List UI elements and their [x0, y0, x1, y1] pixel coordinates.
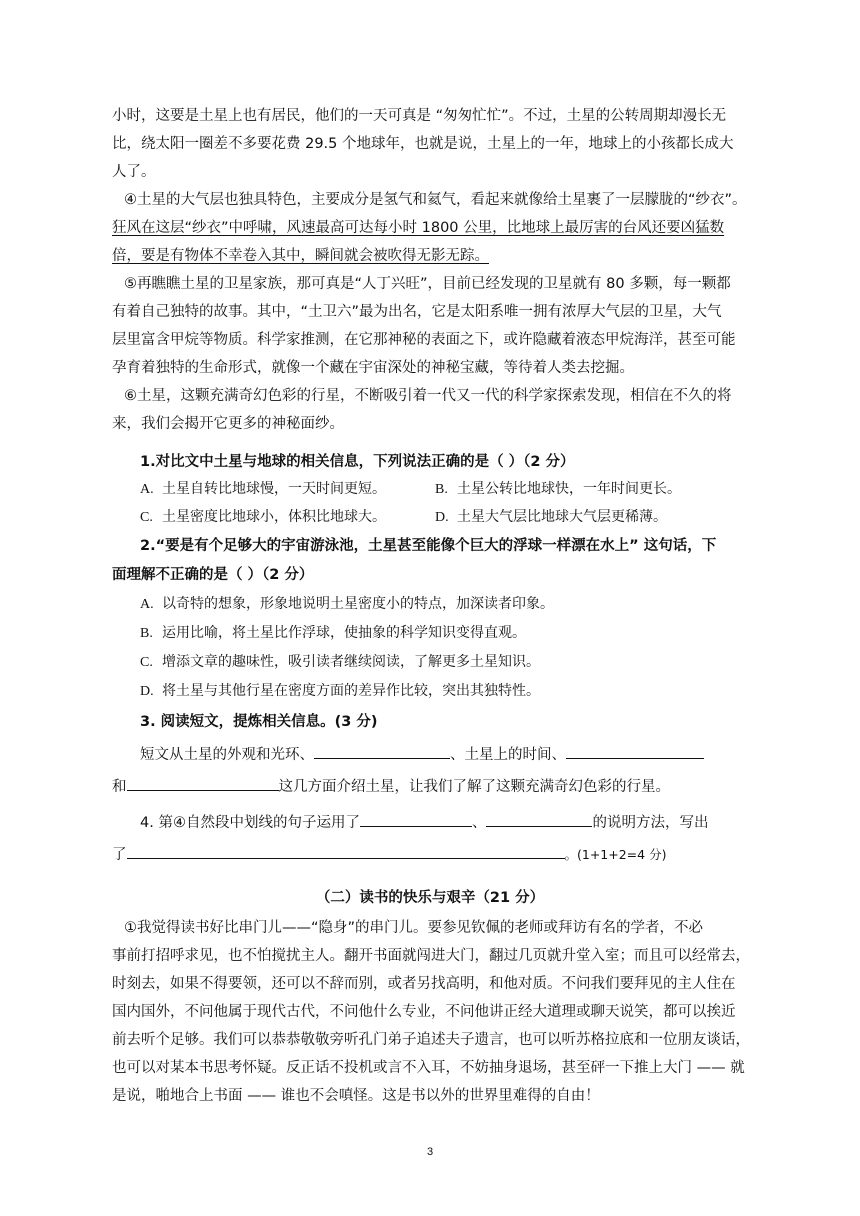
- option-c: 土星密度比地球小，体积比地球大。: [162, 509, 386, 525]
- page-number: 3: [426, 1146, 434, 1158]
- paragraph-5-line: 层里富含甲烷等物质。科学家推测，在它那神秘的表面之下，或许隐藏着液态甲烷海洋，甚至可能: [112, 332, 736, 348]
- option-label: A.: [140, 482, 154, 497]
- question-2-stem: 2.“要是有个足够大的宇宙游泳池，土星甚至能像个巨大的浮球一样漂在水上” 这句话，下: [140, 538, 717, 554]
- answer-blank[interactable]: [127, 844, 565, 859]
- option-label: C.: [140, 655, 153, 670]
- passage-line: 小时，这要是土星上也有居民，他们的一天可真是 “匆匆忙忙”。不过，土星的公转周期却漫长无: [112, 108, 727, 124]
- question-1-stem: 1.对比文中土星与地球的相关信息，下列说法正确的是（ ）（2 分）: [140, 454, 575, 470]
- paragraph-4-line: ④土星的大气层也独具特色，主要成分是氢气和氦气，看起来就像给土星裹了一层朦胧的“纱衣”。: [124, 192, 747, 208]
- question-1-options-row: [140, 479, 790, 500]
- q4-text: 了: [112, 847, 127, 863]
- section-2-line: 前去听个足够。我们可以恭恭敬敬旁听孔门弟子追述夫子遗言，也可以听苏格拉底和一位朋友谈话，: [112, 1032, 750, 1048]
- paragraph-5-line: 有着自己独特的故事。其中，“土卫六”最为出名，它是太阳系唯一拥有浓厚大气层的卫星，大气: [112, 304, 722, 320]
- q3-text: 短文从土星的外观和光环、: [140, 747, 314, 763]
- option-d: 将土星与其他行星在密度方面的差异作比较，突出其独特性。: [162, 683, 540, 699]
- answer-blank[interactable]: [127, 776, 279, 791]
- q4-score: 。(1+1+2=4 分): [564, 847, 667, 862]
- question-2-option: [140, 594, 790, 615]
- q3-text: 这几方面介绍土星，让我们了解了这颗充满奇幻色彩的行星。: [278, 779, 670, 795]
- option-a: 土星自转比地球慢，一天时间更短。: [162, 481, 386, 497]
- question-2-option: [140, 623, 790, 644]
- section-2-line: 也可以对某本书思考怀疑。反正话不投机或言不入耳，不妨抽身退场，甚至砰一下推上大门 —— 就: [112, 1060, 745, 1076]
- question-4-line: [112, 844, 762, 865]
- q4-text: 的说明方法，写出: [592, 815, 709, 831]
- question-3-line: [112, 776, 762, 797]
- paragraph-6-line: ⑥土星，这颗充满奇幻色彩的行星，不断吸引着一代又一代的科学家探索发现，相信在不久的将: [124, 388, 732, 404]
- option-label: D.: [435, 510, 449, 525]
- section-2-line: 事前打招呼求见，也不怕搅扰主人。翻开书面就闯进大门，翻过几页就升堂入室；而且可以经常去，: [112, 948, 750, 964]
- option-c: 增添文章的趣味性，吸引读者继续阅读，了解更多土星知识。: [162, 654, 540, 670]
- question-2-stem: 面理解不正确的是（ ）（2 分）: [112, 567, 314, 583]
- paragraph-5-line: 孕育着独特的生命形式，就像一个藏在宇宙深处的神秘宝藏，等待着人类去挖掘。: [112, 360, 634, 376]
- section-2-title: （二）读书的快乐与艰辛（21 分）: [315, 890, 545, 906]
- answer-blank[interactable]: [360, 812, 472, 827]
- answer-blank[interactable]: [314, 744, 450, 759]
- question-4-line: [140, 812, 790, 833]
- passage-line: 人了。: [112, 164, 156, 180]
- option-label: B.: [140, 626, 153, 641]
- question-1-options-row: [140, 507, 790, 528]
- option-label: D.: [140, 684, 154, 699]
- question-3-stem: 3. 阅读短文，提炼相关信息。(3 分): [140, 714, 378, 730]
- question-2-option: [140, 652, 790, 673]
- section-2-line: ①我觉得读书好比串门儿——“隐身”的串门儿。要参见钦佩的老师或拜访有名的学者，不必: [124, 920, 704, 936]
- option-label: B.: [435, 482, 448, 497]
- section-2-line: 国内国外，不问他属于现代古代，不问他什么专业，不问他讲正经大道理或聊天说笑，都可以挨近: [112, 1004, 736, 1020]
- option-d: 土星大气层比地球大气层更稀薄。: [457, 509, 667, 525]
- q4-text: 、: [471, 815, 487, 831]
- question-3-line: [140, 744, 790, 765]
- answer-blank[interactable]: [486, 812, 592, 827]
- answer-blank[interactable]: [566, 744, 704, 759]
- option-label: A.: [140, 597, 154, 612]
- paragraph-6-line: 来，我们会揭开它更多的神秘面纱。: [112, 416, 344, 432]
- underlined-sentence: 倍，要是有物体不幸卷入其中，瞬间就会被吹得无影无踪。: [112, 248, 489, 264]
- section-2-line: 时刻去，如果不得要领，还可以不辞而别，或者另找高明，和他对质。不问我们要拜见的主人住在: [112, 976, 736, 992]
- question-2-option: [140, 681, 790, 702]
- option-a: 以奇特的想象，形象地说明土星密度小的特点，加深读者印象。: [162, 596, 554, 612]
- q3-text: 、土星上的时间、: [450, 747, 566, 763]
- q3-text: 和: [112, 779, 127, 795]
- option-label: C.: [140, 510, 153, 525]
- passage-line: 比，绕太阳一圈差不多要花费 29.5 个地球年，也就是说，土星上的一年，地球上的小孩都长成大: [112, 136, 734, 152]
- option-b: 土星公转比地球快，一年时间更长。: [457, 481, 681, 497]
- q4-text: 4. 第④自然段中划线的句子运用了: [140, 815, 360, 831]
- section-2-line: 是说，啪地合上书面 —— 谁也不会嗔怪。这是书以外的世界里难得的自由！: [112, 1088, 600, 1104]
- paragraph-5-line: ⑤再瞧瞧土星的卫星家族，那可真是“人丁兴旺”，目前已经发现的卫星就有 80 多颗，每一颗都: [124, 276, 731, 292]
- option-b: 运用比喻，将土星比作浮球，使抽象的科学知识变得直观。: [162, 625, 526, 641]
- underlined-sentence: 狂风在这层“纱衣”中呼啸，风速最高可达每小时 1800 公里，比地球上最厉害的台风还要凶猛数: [112, 220, 725, 236]
